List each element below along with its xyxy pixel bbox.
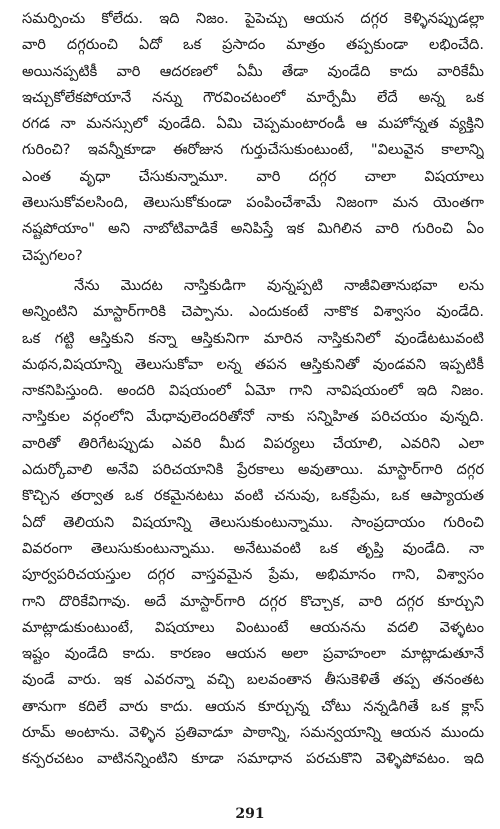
text-line: కొచ్చిన తర్వాత ఒక రకమైనటటు వంటి చనువు, ఒకప్రేమ, ఒక ఆప్యాయత bbox=[22, 487, 484, 505]
text-line: వారితో తిరిగేటప్పుడు ఎవరి మీద విపర్యలు చేయాలి, ఎవరిని ఎలా bbox=[22, 434, 484, 452]
paragraph-1 bbox=[22, 6, 484, 269]
paragraph-2 bbox=[22, 273, 484, 773]
text-line: రగడ నా మనస్సులో వుండేది. ఏమి చెప్పమంటారండీ ఆ మహోన్నత వ్యక్తిని bbox=[22, 115, 484, 133]
text-line: మాట్లాడుకుంటుంటే, విషయాలు వింటుంటే ఆయనను వదలి వెళ్ళటం bbox=[22, 618, 484, 636]
text-line: నష్టపోయాం" అని నాబోటివాడికే అనిపిస్తే ఇక మిగిలిన వారి గురించి ఏం bbox=[22, 220, 484, 238]
text-line: ఏదో తెలియని విషయాన్ని తెలుసుకుంటున్నాము. సాంప్రదాయం గురించి bbox=[22, 513, 484, 531]
text-line: గాని దొరికేవిగావు. అదే మాస్టార్‌గారి దగ్గర కొచ్చాక, వారి దగ్గర కూర్చుని bbox=[22, 592, 484, 610]
text-line: చెప్పగలం? bbox=[22, 246, 83, 264]
text-line: వుండే వారు. ఇక ఎవరన్నా వచ్చి బలవంతాన తీసుకెళితే తప్ప తనంతట bbox=[22, 671, 484, 689]
text-line: రూమ్ అంటాను. వెళ్ళిన ప్రతివాడూ పాఠాన్ని, సమన్వయాన్ని ఆయన ముందు bbox=[22, 724, 484, 742]
text-line: ఎదుర్కోవాలి అనేవి పరిచయానికి ప్రేరకాలు అవుతాయి. మాస్టార్‌గారి దగ్గర bbox=[22, 461, 484, 479]
text-line: కన్పరచటం వాటినన్నింటిని కూడా సమాధాన పరచుకొని వెళ్ళిపోవటం. ఇది bbox=[22, 750, 484, 768]
text-line: గురించి? ఇవన్నీకూడా ఈరోజున గుర్తుచేసుకుంటుంటే, "విలువైన కాలాన్ని bbox=[22, 141, 484, 159]
text-line: నాకనిపిస్తుంది. అందరి విషయంలో ఏమో గాని నావిషయంలో ఇది నిజం. bbox=[22, 382, 484, 400]
text-line: సమర్పించు కోలేదు. ఇది నిజం. పైపెచ్చు ఆయన దగ్గర కెళ్ళినప్పుడల్లా bbox=[22, 10, 484, 27]
text-line: మథన,విషయాన్ని తెలుసుకోవా లన్న తపన ఆస్తికునితో వుండవని ఇప్పటికీ bbox=[22, 355, 484, 373]
text-line: వారి దగ్గరుంచి ఏదో ఒక ప్రసాదం మాత్రం తప్పకుండా లభించేది. bbox=[22, 36, 484, 54]
text-line: అయినప్పటికీ వారి ఆదరణలో ఏమీ తేడా వుండేది కాదు వారికేమీ bbox=[22, 62, 484, 80]
text-line: తెలుసుకోవలసింది, తెలుసుకోకుండా పంపించేశామే నిజంగా మన యెంతగా bbox=[22, 194, 484, 212]
text-line: తానుగా కదిలే వారు కాదు. ఆయన కూర్చున్న చోటు నన్నడిగితే ఒక క్లాస్ bbox=[22, 697, 484, 715]
book-page bbox=[22, 6, 484, 796]
text-line: నేను మొదట నాస్తికుడిగా వున్నప్పటి నాజీవితానుభవా లను bbox=[74, 276, 484, 294]
text-line: ఇష్టం వుండేది కాదు. కారణం ఆయన అలా ప్రవాహంలా మాట్లాడుతూనే bbox=[22, 645, 484, 663]
text-line: ఒక గట్టి ఆస్తికుని కన్నా ఆస్తికునిగా మారిన నాస్తికునిలో వుండేటటువంటి bbox=[22, 329, 484, 347]
page-number: 291 bbox=[235, 806, 265, 822]
text-line: ఇచ్చుకోలేకపోయానే నన్ను గౌరవించటంలో మార్పేమీ లేదే అన్న ఒక bbox=[22, 88, 484, 106]
text-line: పూర్వపరిచయస్తుల దగ్గర వాస్తవమైన ప్రేమ, అభిమానం గాని, విశ్వాసం bbox=[22, 566, 484, 584]
text-line: అన్నింటిని మాస్టార్‌గారికి చెప్పాను. ఎందుకంటే నాకొక విశ్వాసం వుండేది. bbox=[22, 303, 484, 321]
text-line: వివరంగా తెలుసుకుంటున్నాము. అనేటువంటి ఒక తృప్తి వుండేది. నా bbox=[22, 539, 484, 557]
text-line: నాస్తికుల వర్గంలోని మేధావులెందరితోనో నాకు సన్నిహిత పరిచయం వున్నది. bbox=[22, 408, 484, 426]
text-line: ఎంత వృధా చేసుకున్నామూ. వారి దగ్గర చాలా విషయాలు bbox=[22, 167, 484, 185]
